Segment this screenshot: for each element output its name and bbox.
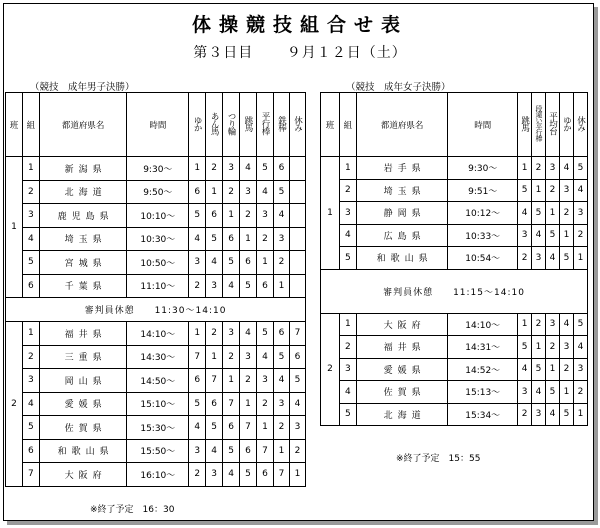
rotation-order: 4 — [573, 336, 587, 359]
row-number: 1 — [339, 157, 356, 180]
rotation-order: 7 — [240, 416, 257, 440]
group-label: 2 — [6, 322, 23, 487]
row-number: 6 — [22, 439, 39, 463]
rotation-order: 2 — [189, 463, 206, 487]
day-label: 第３日目 — [193, 45, 254, 61]
prefecture-name: 新潟県 — [39, 157, 127, 181]
start-time: 16:10～ — [127, 463, 189, 487]
rotation-order: 5 — [240, 274, 257, 298]
header-apparatus-uneven-bars: 段違い平行棒 — [532, 93, 546, 157]
row-number: 1 — [22, 157, 39, 181]
rotation-order: 7 — [257, 439, 274, 463]
rotation-order: 4 — [559, 157, 573, 180]
rotation-order: 2 — [273, 416, 289, 440]
rotation-order: 4 — [518, 202, 532, 225]
rotation-order: 6 — [257, 463, 274, 487]
prefecture-name: 福井県 — [356, 336, 448, 359]
row-number: 3 — [22, 369, 39, 393]
rotation-order — [289, 227, 305, 251]
rotation-order: 3 — [240, 180, 257, 204]
start-time: 10:12～ — [448, 202, 518, 225]
row-number: 4 — [339, 224, 356, 247]
start-time: 10:30～ — [127, 227, 189, 251]
row-number: 2 — [339, 336, 356, 359]
prefecture-name: 千葉県 — [39, 274, 127, 298]
rotation-order: 3 — [257, 204, 274, 228]
prefecture-name: 佐賀県 — [39, 416, 127, 440]
prefecture-name: 大阪府 — [39, 463, 127, 487]
rotation-order: 6 — [223, 227, 240, 251]
table-row — [6, 463, 306, 487]
table-row — [6, 392, 306, 416]
rotation-order: 6 — [240, 439, 257, 463]
row-number: 4 — [22, 227, 39, 251]
rotation-order: 6 — [189, 180, 206, 204]
prefecture-name: 愛媛県 — [39, 392, 127, 416]
start-time: 9:30～ — [127, 157, 189, 181]
header-rest: 休み — [289, 93, 305, 157]
rotation-order: 2 — [559, 358, 573, 381]
rotation-order: 1 — [240, 392, 257, 416]
rotation-order: 1 — [206, 345, 223, 369]
header-time: 時間 — [127, 93, 189, 157]
rotation-order: 3 — [532, 247, 546, 270]
start-time: 14:10～ — [127, 322, 189, 346]
rotation-order: 4 — [240, 157, 257, 181]
page-title: 体操競技組合せ表 — [191, 14, 408, 36]
header-apparatus-vault: 跳馬 — [240, 93, 257, 157]
rotation-order: 7 — [289, 322, 305, 346]
rotation-order: 6 — [206, 392, 223, 416]
rotation-order: 3 — [289, 416, 305, 440]
prefecture-name: 和歌山県 — [356, 247, 448, 270]
prefecture-name: 三重県 — [39, 345, 127, 369]
rotation-order: 1 — [189, 322, 206, 346]
rotation-order: 4 — [223, 274, 240, 298]
subtitle — [0, 42, 600, 62]
prefecture-name: 愛媛県 — [356, 358, 448, 381]
women-header-row — [321, 93, 588, 157]
row-number: 6 — [22, 274, 39, 298]
rotation-order: 5 — [518, 336, 532, 359]
table-row — [6, 416, 306, 440]
rotation-order: 3 — [206, 274, 223, 298]
rotation-order: 5 — [206, 227, 223, 251]
row-number: 1 — [339, 313, 356, 336]
rotation-order: 1 — [532, 179, 546, 202]
rotation-order: 5 — [273, 345, 289, 369]
rotation-order: 4 — [240, 322, 257, 346]
rotation-order: 5 — [189, 204, 206, 228]
rotation-order: 5 — [546, 224, 560, 247]
row-number: 2 — [22, 180, 39, 204]
rotation-order: 2 — [532, 313, 546, 336]
header-kumi: 組 — [22, 93, 39, 157]
rotation-order: 1 — [240, 227, 257, 251]
table-row — [6, 274, 306, 298]
prefecture-name: 北海道 — [39, 180, 127, 204]
row-number: 3 — [339, 358, 356, 381]
rotation-order: 3 — [532, 403, 546, 426]
break-text: 審判員休憩 11:15～14:10 — [321, 269, 588, 313]
rotation-order: 1 — [206, 180, 223, 204]
table-row — [6, 157, 306, 181]
men-caption: （競技 成年男子決勝） — [30, 82, 135, 93]
start-time: 15:34～ — [448, 403, 518, 426]
rotation-order: 5 — [240, 463, 257, 487]
rotation-order: 4 — [289, 392, 305, 416]
header-apparatus-rings: つり輪 — [223, 93, 240, 157]
rotation-order — [289, 274, 305, 298]
rotation-order: 4 — [206, 251, 223, 275]
header-apparatus-pbars: 平行棒 — [257, 93, 274, 157]
men-header-row — [6, 93, 306, 157]
header-apparatus-floor: ゆか — [559, 93, 573, 157]
header-rest: 休み — [573, 93, 587, 157]
rotation-order: 3 — [223, 322, 240, 346]
start-time: 15:50～ — [127, 439, 189, 463]
rotation-order: 6 — [240, 251, 257, 275]
start-time: 11:10～ — [127, 274, 189, 298]
rotation-order: 2 — [546, 179, 560, 202]
start-time: 10:10～ — [127, 204, 189, 228]
men-end-note: ※終了予定 16：30 — [90, 505, 175, 515]
rotation-order: 2 — [206, 322, 223, 346]
group-label: 2 — [321, 313, 340, 426]
row-number: 3 — [22, 204, 39, 228]
table-row — [321, 224, 588, 247]
prefecture-name: 埼玉県 — [356, 179, 448, 202]
rotation-order: 1 — [559, 381, 573, 404]
rotation-order: 2 — [240, 204, 257, 228]
women-end-note: ※終了予定 15：55 — [396, 454, 481, 464]
rotation-order: 4 — [559, 313, 573, 336]
group-label: 1 — [6, 157, 23, 298]
date-label: ９月１２日（土） — [286, 45, 407, 61]
table-row — [321, 358, 588, 381]
start-time: 14:52～ — [448, 358, 518, 381]
rotation-order: 4 — [518, 358, 532, 381]
rotation-order: 2 — [189, 274, 206, 298]
rotation-order: 1 — [546, 358, 560, 381]
prefecture-name: 大阪府 — [356, 313, 448, 336]
row-number: 1 — [22, 322, 39, 346]
start-time: 9:30～ — [448, 157, 518, 180]
rotation-order: 4 — [206, 439, 223, 463]
row-number: 3 — [339, 202, 356, 225]
rotation-order: 5 — [289, 369, 305, 393]
rotation-order: 1 — [559, 224, 573, 247]
rotation-order: 2 — [273, 251, 289, 275]
rotation-order: 5 — [559, 247, 573, 270]
start-time: 10:50～ — [127, 251, 189, 275]
rotation-order: 7 — [223, 392, 240, 416]
rotation-order: 5 — [273, 180, 289, 204]
rotation-order: 1 — [532, 336, 546, 359]
rotation-order: 1 — [518, 313, 532, 336]
rotation-order: 3 — [546, 157, 560, 180]
prefecture-name: 岩手県 — [356, 157, 448, 180]
table-row — [6, 251, 306, 275]
row-number: 2 — [22, 345, 39, 369]
rotation-order: 1 — [546, 202, 560, 225]
rotation-order — [289, 204, 305, 228]
group-label: 1 — [321, 157, 340, 270]
start-time: 15:30～ — [127, 416, 189, 440]
prefecture-name: 岡山県 — [39, 369, 127, 393]
rotation-order: 2 — [223, 180, 240, 204]
rotation-order: 3 — [518, 381, 532, 404]
start-time: 10:54～ — [448, 247, 518, 270]
table-row — [321, 336, 588, 359]
rotation-order — [289, 251, 305, 275]
rotation-order: 6 — [189, 369, 206, 393]
rotation-order: 5 — [532, 358, 546, 381]
rotation-order: 5 — [573, 157, 587, 180]
start-time: 14:31～ — [448, 336, 518, 359]
rotation-order: 4 — [546, 247, 560, 270]
rotation-order: 5 — [573, 313, 587, 336]
prefecture-name: 静岡県 — [356, 202, 448, 225]
rotation-order — [289, 157, 305, 181]
rotation-order: 2 — [223, 345, 240, 369]
rotation-order: 6 — [257, 274, 274, 298]
rotation-order: 5 — [518, 179, 532, 202]
rotation-order: 4 — [273, 204, 289, 228]
prefecture-name: 埼玉県 — [39, 227, 127, 251]
rotation-order: 4 — [223, 463, 240, 487]
women-caption: （競技 成年女子決勝） — [346, 82, 451, 93]
rotation-order: 3 — [273, 227, 289, 251]
header-pref: 都道府県名 — [39, 93, 127, 157]
rotation-order: 4 — [257, 345, 274, 369]
table-row — [6, 227, 306, 251]
table-row — [321, 202, 588, 225]
row-number: 5 — [339, 247, 356, 270]
start-time: 15:13～ — [448, 381, 518, 404]
prefecture-name: 福井県 — [39, 322, 127, 346]
break-row — [321, 269, 588, 313]
rotation-order: 3 — [546, 313, 560, 336]
rotation-order: 1 — [573, 247, 587, 270]
table-row — [321, 157, 588, 180]
table-row — [6, 322, 306, 346]
start-time: 14:50～ — [127, 369, 189, 393]
rotation-order: 3 — [257, 369, 274, 393]
prefecture-name: 鹿児島県 — [39, 204, 127, 228]
header-apparatus-vault: 跳馬 — [518, 93, 532, 157]
rotation-order: 5 — [223, 439, 240, 463]
start-time: 14:10～ — [448, 313, 518, 336]
rotation-order: 2 — [546, 336, 560, 359]
rotation-order: 5 — [189, 392, 206, 416]
prefecture-name: 佐賀県 — [356, 381, 448, 404]
rotation-order: 2 — [257, 392, 274, 416]
header-apparatus-floor: ゆか — [189, 93, 206, 157]
rotation-order: 5 — [223, 251, 240, 275]
rotation-order: 1 — [223, 204, 240, 228]
rotation-order: 4 — [189, 227, 206, 251]
rotation-order: 5 — [206, 416, 223, 440]
rotation-order: 1 — [518, 157, 532, 180]
men-schedule-table — [5, 92, 306, 487]
table-row — [6, 439, 306, 463]
rotation-order: 5 — [559, 403, 573, 426]
rotation-order: 1 — [289, 463, 305, 487]
start-time: 9:51～ — [448, 179, 518, 202]
table-row — [6, 345, 306, 369]
rotation-order: 3 — [223, 157, 240, 181]
rotation-order: 2 — [532, 157, 546, 180]
row-number: 2 — [339, 179, 356, 202]
break-row — [6, 298, 306, 322]
header-time: 時間 — [448, 93, 518, 157]
rotation-order: 3 — [559, 179, 573, 202]
row-number: 4 — [22, 392, 39, 416]
rotation-order: 4 — [532, 381, 546, 404]
table-row — [321, 247, 588, 270]
table-row — [6, 180, 306, 204]
rotation-order: 4 — [257, 180, 274, 204]
rotation-order: 2 — [518, 247, 532, 270]
start-time: 15:10～ — [127, 392, 189, 416]
rotation-order: 1 — [573, 403, 587, 426]
table-row — [321, 179, 588, 202]
rotation-order: 2 — [206, 157, 223, 181]
rotation-order: 1 — [189, 157, 206, 181]
rotation-order: 2 — [559, 202, 573, 225]
prefecture-name: 和歌山県 — [39, 439, 127, 463]
rotation-order: 3 — [189, 439, 206, 463]
rotation-order: 3 — [273, 392, 289, 416]
rotation-order: 4 — [573, 179, 587, 202]
prefecture-name: 北海道 — [356, 403, 448, 426]
prefecture-name: 広島県 — [356, 224, 448, 247]
row-number: 7 — [22, 463, 39, 487]
header-kumi: 組 — [339, 93, 356, 157]
start-time: 9:50～ — [127, 180, 189, 204]
break-text: 審判員休憩 11:30～14:10 — [6, 298, 306, 322]
rotation-order: 1 — [257, 251, 274, 275]
rotation-order: 3 — [206, 463, 223, 487]
table-row — [321, 313, 588, 336]
header-apparatus-beam: 平均台 — [546, 93, 560, 157]
rotation-order: 6 — [273, 322, 289, 346]
rotation-order: 4 — [532, 224, 546, 247]
row-number: 5 — [22, 251, 39, 275]
rotation-order: 5 — [257, 157, 274, 181]
rotation-order: 1 — [223, 369, 240, 393]
rotation-order: 3 — [573, 358, 587, 381]
rotation-order: 3 — [518, 224, 532, 247]
table-row — [321, 403, 588, 426]
header-apparatus-pommel: あん馬 — [206, 93, 223, 157]
women-schedule-table — [320, 92, 588, 426]
rotation-order: 1 — [273, 439, 289, 463]
rotation-order: 7 — [273, 463, 289, 487]
table-row — [6, 369, 306, 393]
start-time: 10:33～ — [448, 224, 518, 247]
row-number: 5 — [22, 416, 39, 440]
header-pref: 都道府県名 — [356, 93, 448, 157]
rotation-order: 1 — [273, 274, 289, 298]
rotation-order: 7 — [189, 345, 206, 369]
rotation-order: 5 — [546, 381, 560, 404]
rotation-order: 4 — [273, 369, 289, 393]
rotation-order: 1 — [257, 416, 274, 440]
header-han: 班 — [321, 93, 340, 157]
rotation-order: 6 — [273, 157, 289, 181]
rotation-order: 4 — [189, 416, 206, 440]
rotation-order: 4 — [546, 403, 560, 426]
rotation-order: 3 — [559, 336, 573, 359]
header-han: 班 — [6, 93, 23, 157]
row-number: 5 — [339, 403, 356, 426]
rotation-order: 6 — [206, 204, 223, 228]
rotation-order: 6 — [223, 416, 240, 440]
table-row — [6, 204, 306, 228]
table-row — [321, 381, 588, 404]
rotation-order: 2 — [573, 381, 587, 404]
rotation-order: 3 — [189, 251, 206, 275]
prefecture-name: 宮城県 — [39, 251, 127, 275]
rotation-order: 5 — [257, 322, 274, 346]
rotation-order: 3 — [573, 202, 587, 225]
rotation-order: 2 — [573, 224, 587, 247]
start-time: 14:30～ — [127, 345, 189, 369]
rotation-order: 5 — [532, 202, 546, 225]
rotation-order: 7 — [206, 369, 223, 393]
rotation-order: 2 — [518, 403, 532, 426]
header-apparatus-hbar: 鉄棒 — [273, 93, 289, 157]
rotation-order: 6 — [289, 345, 305, 369]
rotation-order: 3 — [240, 345, 257, 369]
rotation-order: 2 — [257, 227, 274, 251]
rotation-order: 2 — [240, 369, 257, 393]
rotation-order: 2 — [289, 439, 305, 463]
rotation-order — [289, 180, 305, 204]
row-number: 4 — [339, 381, 356, 404]
